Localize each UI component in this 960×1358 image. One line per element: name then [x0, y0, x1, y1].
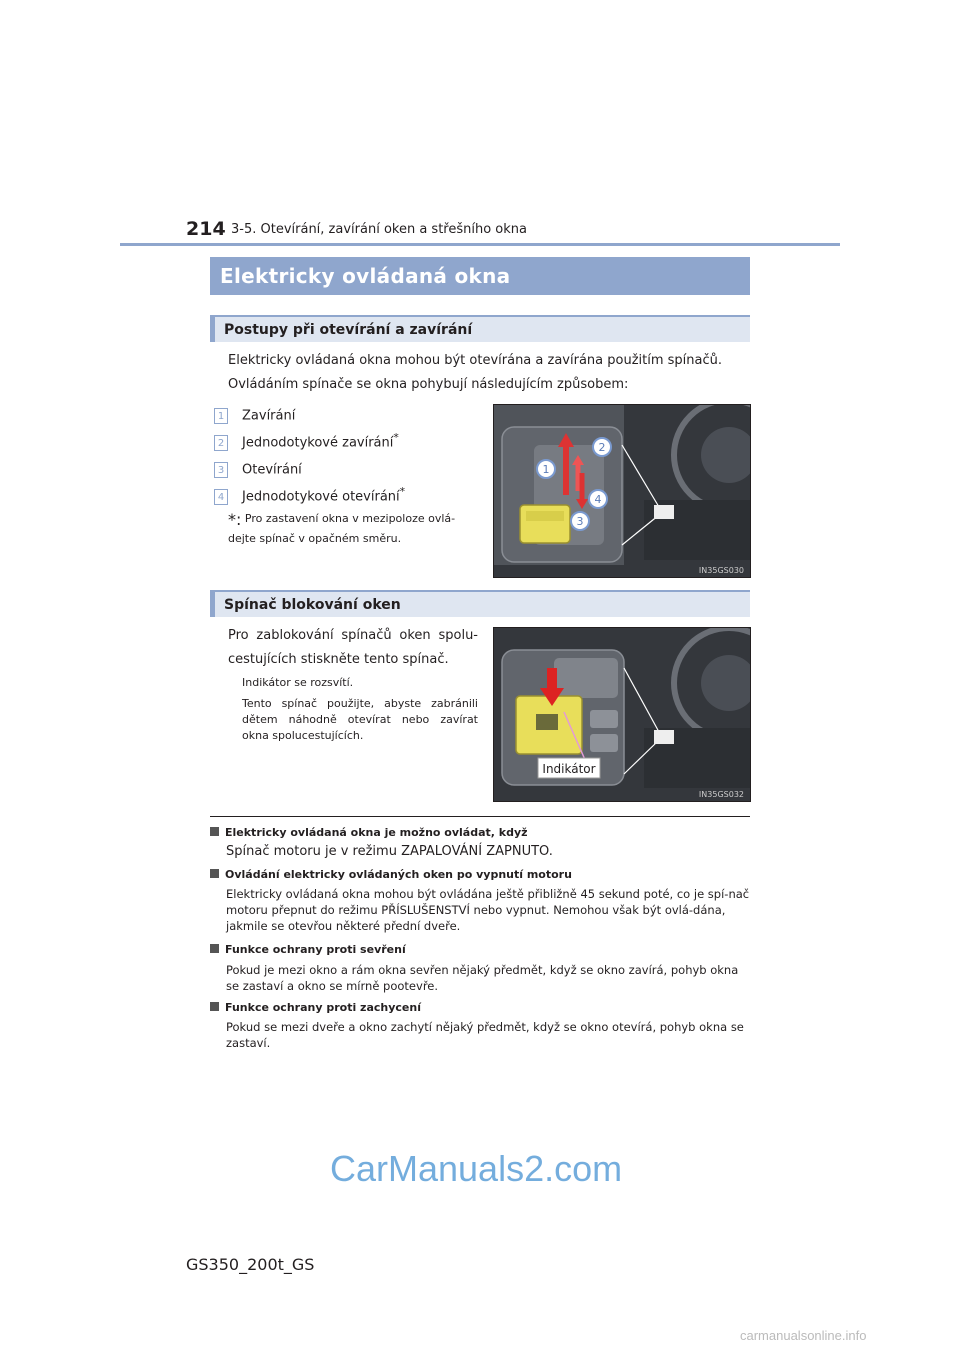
- page-number: 214: [186, 218, 226, 240]
- note-heading: Elektricky ovládaná okna je možno ovládat, když: [210, 826, 528, 839]
- lock-sub-1: Indikátor se rozsvítí.: [242, 676, 354, 689]
- step-number: 4: [214, 489, 228, 505]
- note-heading: Ovládání elektricky ovládaných oken po vypnutí motoru: [210, 868, 572, 881]
- square-bullet-icon: [210, 827, 219, 836]
- intro-line-1: Elektricky ovládaná okna mohou být otevírána a zavírána použitím spínačů.: [228, 353, 722, 368]
- note-text: Spínač motoru je v režimu ZAPALOVÁNÍ ZAPNUTO.: [226, 844, 553, 859]
- square-bullet-icon: [210, 869, 219, 878]
- page-title: Elektricky ovládaná okna: [210, 257, 750, 295]
- list-item: 1 Zavírání: [214, 401, 295, 421]
- section-heading-operation: Postupy při otevírání a zavírání: [210, 315, 750, 342]
- note-heading: Funkce ochrany proti sevření: [210, 943, 406, 956]
- window-lock-illustration: [494, 628, 750, 801]
- step-number: 2: [214, 435, 228, 451]
- square-bullet-icon: [210, 1002, 219, 1011]
- note-text: Elektricky ovládaná okna mohou být ovládána ještě přibližně 45 sekund poté, co je spí-nač motoru přepnut do režimu PŘÍSLUŠENSTVÍ nebo vypnut. Nemohou však být ovlá-dána, jakmile se otevřou některé přední dveře.: [226, 887, 750, 933]
- note-heading: Funkce ochrany proti zachycení: [210, 1001, 421, 1014]
- lock-instruction: Pro zablokování spínačů oken spolu-cestujících stiskněte tento spínač.: [228, 628, 478, 667]
- step-number: 1: [214, 408, 228, 424]
- section-heading-lock: Spínač blokování oken: [210, 590, 750, 617]
- svg-text:3: 3: [576, 515, 584, 528]
- watermark-carmanualsonline: carmanualsonline.info: [740, 1328, 867, 1343]
- step-number: 3: [214, 462, 228, 478]
- window-lock-figure: [493, 627, 751, 802]
- notes-divider: [210, 816, 750, 817]
- note-text: Pokud je mezi okno a rám okna sevřen nějaký předmět, když se okno zavírá, pohyb okna se zastaví a okno se mírně pootevře.: [226, 963, 739, 993]
- svg-text:1: 1: [542, 463, 550, 476]
- note-text: Pokud se mezi dveře a okno zachytí nějaký předmět, když se okno otevírá, pohyb okna se zastaví.: [226, 1020, 744, 1050]
- figure-code: IN35GS032: [698, 790, 744, 799]
- header-rule: [120, 243, 840, 246]
- footer-model: GS350_200t_GS: [186, 1255, 315, 1274]
- list-item: 3 Otevírání: [214, 455, 302, 475]
- intro-line-2: Ovládáním spínače se okna pohybují následujícím způsobem:: [228, 377, 629, 392]
- figure-code: IN35GS030: [698, 566, 744, 575]
- window-switch-figure: [493, 404, 751, 578]
- svg-text:4: 4: [594, 493, 602, 506]
- lock-sub-2: Tento spínač použijte, abyste zabránili dětem náhodně otevírat nebo zavírat okna spolucestujících.: [242, 697, 478, 742]
- watermark-carmanuals2: CarManuals2.com: [330, 1148, 623, 1189]
- indicator-label: Indikátor: [542, 762, 596, 776]
- window-switch-illustration: [494, 405, 750, 577]
- square-bullet-icon: [210, 944, 219, 953]
- footnote: *: Pro zastavení okna v mezipoloze ovlá-dejte spínač v opačném směru.: [228, 510, 456, 545]
- list-item: 2 Jednodotykové zavírání*: [214, 428, 399, 448]
- list-item: 4 Jednodotykové otevírání*: [214, 482, 405, 502]
- svg-text:2: 2: [598, 441, 606, 454]
- chapter-title: 3-5. Otevírání, zavírání oken a střešního okna: [231, 222, 527, 237]
